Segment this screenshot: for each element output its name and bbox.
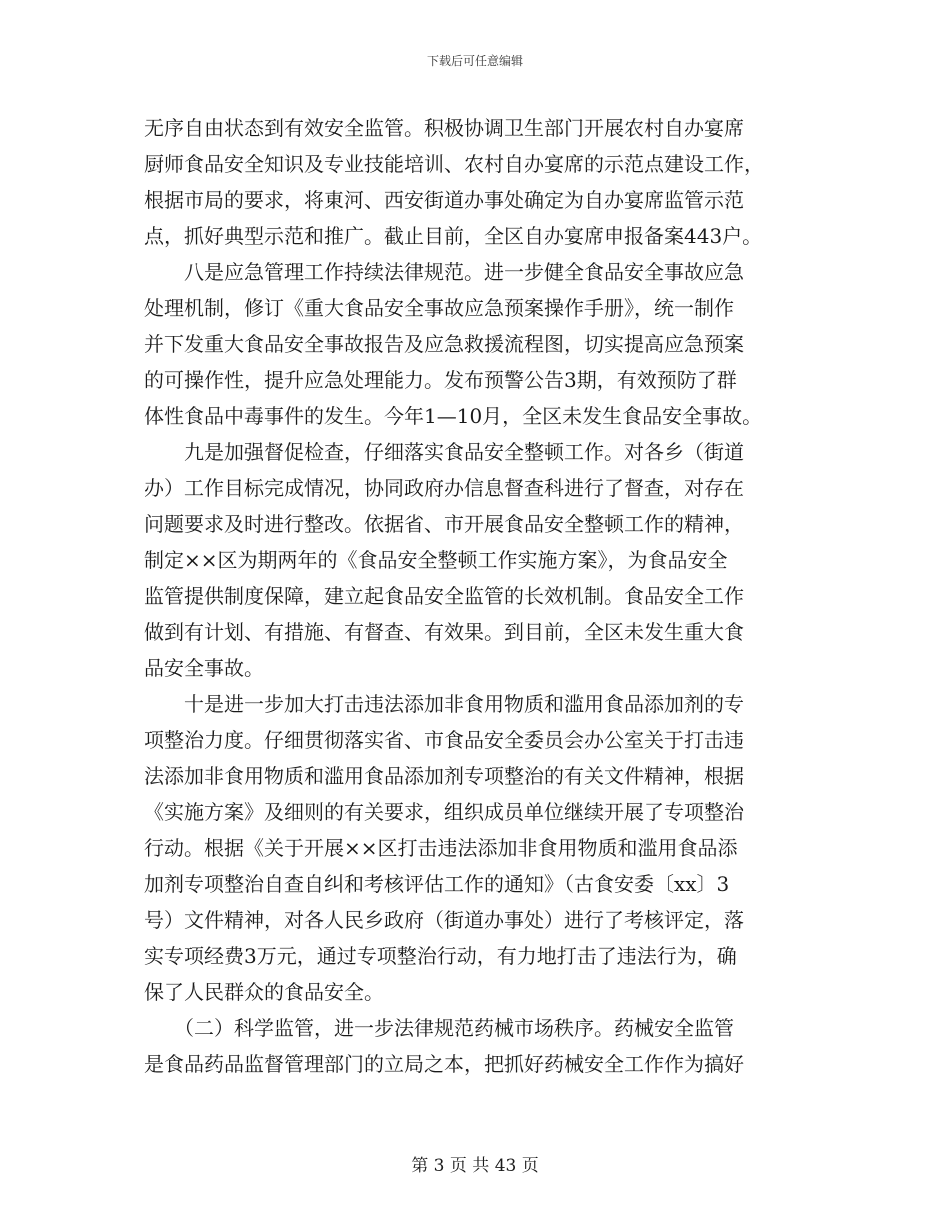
- page-number-footer: 第 3 页 共 43 页: [411, 1156, 539, 1176]
- text-line: 保了人民群众的食品安全。: [144, 980, 384, 1004]
- text-line: 制定××区为期两年的《食品安全整顿工作实施方案》，为食品安全: [144, 548, 728, 572]
- text-line: 办）工作目标完成情况，协同政府办信息督查科进行了督查，对存在: [144, 476, 744, 500]
- page-header-note: 下载后可任意编辑: [426, 54, 523, 68]
- text-line: 九是加强督促检查，仔细落实食品安全整顿工作。对各乡（街道: [144, 440, 744, 464]
- text-line: 法添加非食用物质和滥用食品添加剂专项整治的有关文件精神，根据: [144, 764, 744, 788]
- text-line: 并下发重大食品安全事故报告及应急救援流程图，切实提高应急预案: [144, 332, 744, 356]
- text-line: 实专项经费3万元，通过专项整治行动，有力地打击了违法行为，确: [144, 944, 737, 968]
- text-line: 监管提供制度保障，建立起食品安全监管的长效机制。食品安全工作: [144, 584, 744, 608]
- text-line: （二）科学监管，进一步法律规范药械市场秩序。药械安全监管: [144, 1016, 734, 1040]
- text-line: 行动。根据《关于开展××区打击违法添加非食用物质和滥用食品添: [144, 836, 738, 860]
- text-line: 号）文件精神，对各人民乡政府（街道办事处）进行了考核评定，落: [144, 908, 744, 932]
- text-line: 问题要求及时进行整改。依据省、市开展食品安全整顿工作的精神，: [144, 512, 744, 536]
- text-line: 厨师食品安全知识及专业技能培训、农村自办宴席的示范点建设工作，: [144, 152, 764, 176]
- text-line: 体性食品中毒事件的发生。今年1—10月，全区未发生食品安全事故。: [144, 404, 763, 428]
- text-line: 品安全事故。: [144, 656, 264, 680]
- text-line: 是食品药品监督管理部门的立局之本，把抓好药械安全工作作为搞好: [144, 1052, 744, 1076]
- text-line: 的可操作性，提升应急处理能力。发布预警公告3期，有效预防了群: [144, 368, 737, 392]
- text-line: 加剂专项整治自查自纠和考核评估工作的通知》（古食安委〔xx〕3: [144, 872, 730, 896]
- text-line: 八是应急管理工作持续法律规范。进一步健全食品安全事故应急: [144, 260, 744, 284]
- text-line: 点，抓好典型示范和推广。截止目前，全区自办宴席申报备案443户。: [144, 224, 763, 248]
- text-line: 十是进一步加大打击违法添加非食用物质和滥用食品添加剂的专: [144, 692, 744, 716]
- text-line: 根据市局的要求，将東河、西安街道办事处确定为自办宴席监管示范: [144, 188, 744, 212]
- text-line: 《实施方案》及细则的有关要求，组织成员单位继续开展了专项整治: [144, 800, 744, 824]
- text-line: 处理机制，修订《重大食品安全事故应急预案操作手册》，统一制作: [144, 296, 734, 320]
- text-line: 项整治力度。仔细贯彻落实省、市食品安全委员会办公室关于打击违: [144, 728, 744, 752]
- text-line: 无序自由状态到有效安全监管。积极协调卫生部门开展农村自办宴席: [144, 116, 744, 140]
- text-line: 做到有计划、有措施、有督查、有效果。到目前，全区未发生重大食: [144, 620, 744, 644]
- document-body: [144, 110, 806, 1082]
